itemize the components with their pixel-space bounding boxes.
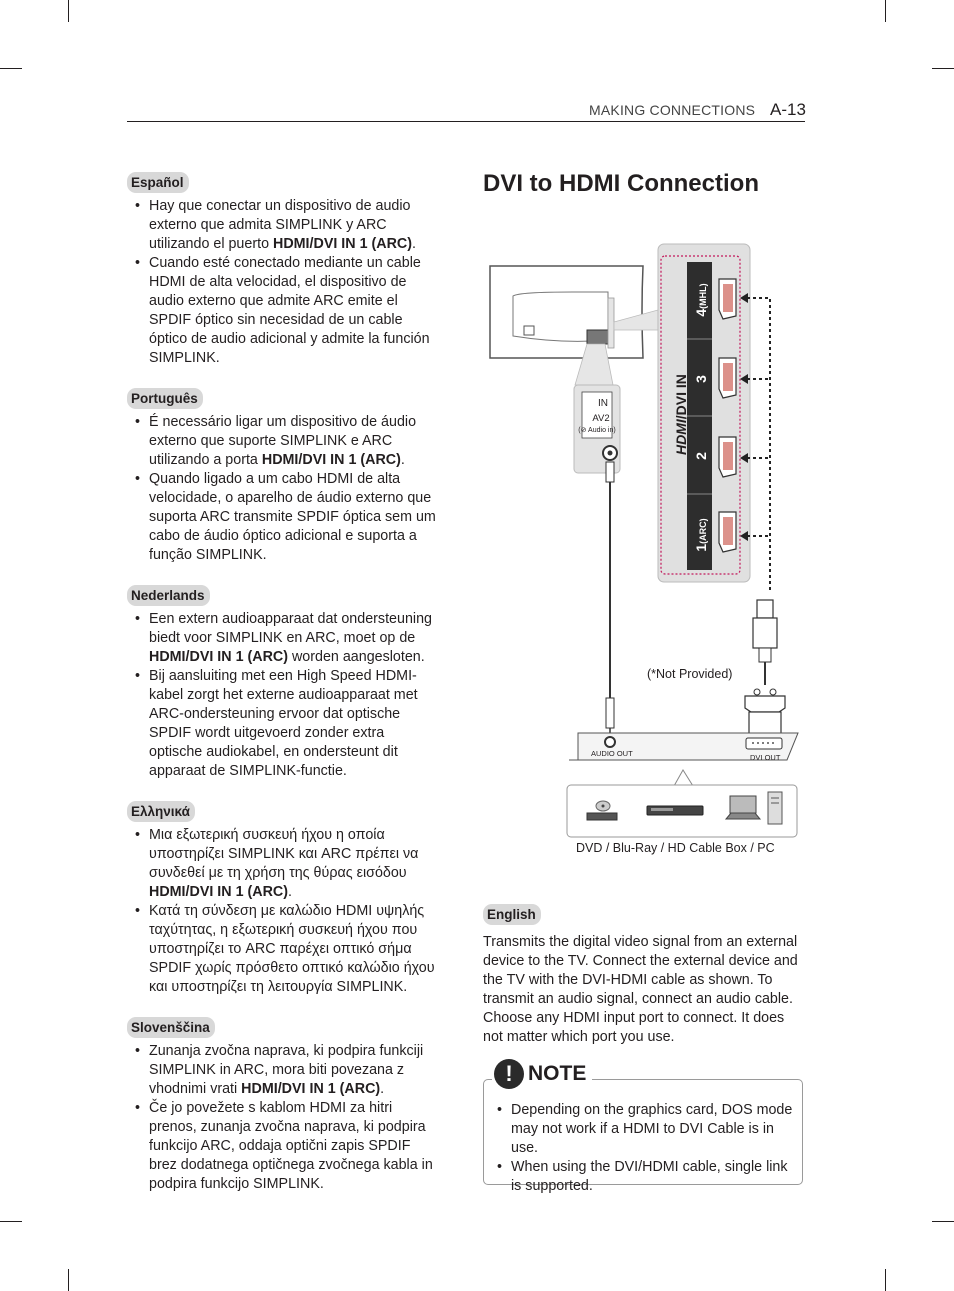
- page-number: A-13: [770, 100, 806, 119]
- callout-pointer: [674, 770, 693, 786]
- tv-small-port: [524, 326, 534, 335]
- language-badge: Slovenščina: [127, 1017, 215, 1038]
- crop-mark: [68, 0, 69, 22]
- english-section: [483, 904, 803, 1047]
- crop-mark: [0, 1221, 22, 1222]
- in-label: IN: [598, 398, 608, 409]
- note-bullet: • When using the DVI/HDMI cable, single link is supported.: [489, 1158, 799, 1196]
- bullet-item: • Zunanja zvočna naprava, ki podpira funkciji SIMPLINK in ARC, mora biti povezana z vhodnimi vrati HDMI/DVI IN 1 (ARC).: [127, 1042, 439, 1099]
- page-title: DVI to HDMI Connection: [483, 170, 759, 197]
- bullet-item: • Bij aansluiting met een High Speed HDMI-kabel zorgt het externe audioapparaat met ARC-ondersteuning ervoor dat optische SPDIF wordt uitgevoerd zonder extra optische audiokabel, en ondersteunt dit apparaat de SIMPLINK-functie.: [127, 667, 439, 781]
- english-body: Transmits the digital video signal from an external device to the TV. Connect the external device and the TV with the DVI-HDMI cable as shown. To transmit an audio signal, connect an audio cable. Choose any HDMI input port to connect. It does not matter which port you use.: [483, 934, 798, 1045]
- connection-diagram-svg: [483, 240, 805, 870]
- note-list: [489, 1101, 799, 1196]
- bullet-item: • Μια εξωτερική συσκευή ήχου η οποία υποστηρίζει SIMPLINK και ARC πρέπει να συνδεθεί με τη χρήση της θύρας εισόδου HDMI/DVI IN 1 (ARC).: [127, 826, 439, 902]
- language-badge: Español: [127, 172, 189, 193]
- crop-mark: [885, 1269, 886, 1291]
- dvi-out-port: [746, 738, 782, 749]
- note-header: [492, 1056, 592, 1092]
- not-provided-label: (*Not Provided): [647, 667, 733, 681]
- crop-mark: [885, 0, 886, 22]
- language-badge: Ελληνικά: [127, 801, 195, 822]
- audio-out-label: AUDIO OUT: [591, 749, 633, 758]
- crop-mark: [932, 68, 954, 69]
- bullet-item: • Hay que conectar un dispositivo de audio externo que admita SIMPLINK y ARC utilizando el puerto HDMI/DVI IN 1 (ARC).: [127, 197, 439, 254]
- dvi-out-label: DVI OUT: [750, 753, 781, 762]
- monitor-icon: [726, 796, 760, 819]
- bullet-item: • Če jo povežete s kablom HDMI za hitri prenos, zunanja zvočna naprava, ki podpira funkcijo ARC, oddaja optični zapis SPDIF brez dodatnega optičnega zvočnega kabla in podpira funkcijo SIMPLINK.: [127, 1099, 439, 1194]
- header-rule: [127, 121, 805, 122]
- lang-block-pt: [127, 388, 439, 565]
- hdmi-logo: HDMI: [673, 419, 689, 455]
- port-label-2: 2: [693, 452, 709, 460]
- hdmi-dvi-in-label: [673, 375, 693, 455]
- crop-mark: [932, 1221, 954, 1222]
- port-label-1: 1(ARC): [693, 518, 709, 552]
- note-title: NOTE: [528, 1062, 587, 1085]
- language-badge: English: [483, 904, 541, 925]
- lang-block-el: [127, 801, 439, 997]
- pc-tower-icon: [768, 792, 782, 824]
- language-badge: Nederlands: [127, 585, 210, 606]
- lang-block-nl: [127, 585, 439, 781]
- audio-in-label: (⊘ Audio in): [578, 427, 616, 434]
- zoom-wedge: [575, 344, 613, 385]
- bullet-item: • Quando ligado a um cabo HDMI de alta velocidade, o aparelho de áudio externo que suporta ARC transmite SPDIF óptica sem um cabo de áudio óptico adicional e suporta a função SIMPLINK.: [127, 470, 439, 565]
- zoom-wedge: [614, 310, 658, 330]
- bluray-player-icon: [647, 806, 703, 815]
- language-column: [127, 172, 439, 1214]
- dvi-in-label: /DVI IN: [673, 374, 689, 420]
- hdmi-dvi-cable: [745, 600, 785, 736]
- audio-cable: [606, 462, 614, 737]
- tv-port-block: [587, 330, 609, 344]
- exclamation-icon: !: [494, 1059, 524, 1089]
- lang-block-es: [127, 172, 439, 368]
- audio-out-jack: [605, 737, 615, 747]
- bullet-item: • É necessário ligar um dispositivo de áudio externo que suporte SIMPLINK e ARC utilizando a porta HDMI/DVI IN 1 (ARC).: [127, 413, 439, 470]
- tv-side-strip: [608, 298, 614, 348]
- language-badge: Português: [127, 388, 203, 409]
- bullet-item: • Κατά τη σύνδεση με καλώδιο HDMI υψηλής ταχύτητας, η εξωτερική συσκευή ήχου που υποστηρίζει το ARC παρέχει οπτικό σήμα SPDIF χωρίς πρόσθετο οπτικό καλώδιο ήχου και υποστηρίζει τη λειτουργία SIMPLINK.: [127, 902, 439, 997]
- crop-mark: [68, 1269, 69, 1291]
- lang-block-sl: [127, 1017, 439, 1194]
- port-label-4: 4(MHL): [693, 283, 709, 317]
- bullet-item: • Cuando esté conectado mediante un cable HDMI de alta velocidad, el dispositivo de audio externo que admite ARC emite el SPDIF óptico sin necesidad de un cable óptico de audio adicional y admite la función SIMPLINK.: [127, 254, 439, 368]
- device-caption: DVD / Blu-Ray / HD Cable Box / PC: [576, 841, 775, 855]
- connection-diagram: [483, 240, 805, 870]
- crop-mark: [0, 68, 22, 69]
- bullet-item: • Een extern audioapparaat dat ondersteuning biedt voor SIMPLINK en ARC, moet op de HDMI/DVI IN 1 (ARC) worden aangesloten.: [127, 610, 439, 667]
- av2-label: AV2: [592, 413, 610, 424]
- port-label-3: 3: [693, 375, 709, 383]
- header-section: MAKING CONNECTIONS: [589, 102, 756, 118]
- note-bullet: • Depending on the graphics card, DOS mode may not work if a HDMI to DVI Cable is in use.: [489, 1101, 799, 1158]
